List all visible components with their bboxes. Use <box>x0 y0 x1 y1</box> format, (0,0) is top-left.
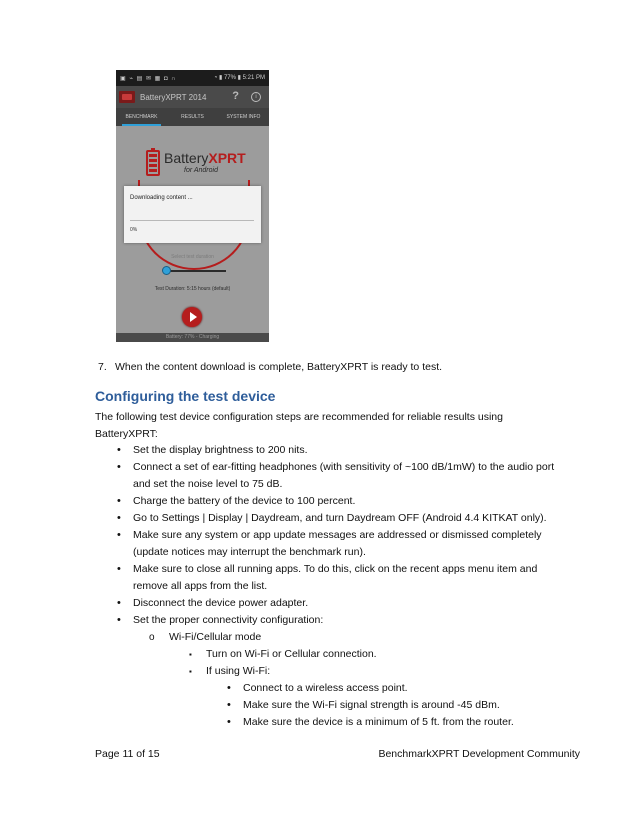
download-dialog <box>124 186 261 243</box>
list-item: • Connect to a wireless access point. <box>95 680 555 697</box>
app-screenshot <box>116 70 269 342</box>
start-test-button[interactable] <box>182 307 202 327</box>
brand-subtitle: for Android <box>184 167 218 174</box>
configuration-steps-list <box>95 442 555 731</box>
section-intro: The following test device configuration steps are recommended for reliable results using BatteryXPRT: <box>95 411 503 440</box>
list-item: • Set the proper connectivity configuration: <box>95 612 555 629</box>
tab-bar <box>116 108 269 126</box>
app-title: BatteryXPRT 2014 <box>140 92 207 102</box>
download-percent: 0% <box>130 227 138 233</box>
battery-status-footer: Battery: 77% - Charging <box>116 333 269 342</box>
list-item: • Connect a set of ear-fitting headphones (with sensitivity of ~100 dB/1mW) to the audio port and set the noise level to 75 dB. <box>95 459 555 493</box>
step-7 <box>98 361 442 373</box>
app-logo-icon <box>119 91 135 103</box>
dialog-title: Downloading content ... <box>130 195 193 201</box>
brand-name: BatteryXPRT <box>164 150 246 166</box>
battery-level: 77% <box>223 75 236 81</box>
action-bar <box>116 86 269 108</box>
section-heading: Configuring the test device <box>95 388 276 404</box>
tab-benchmark[interactable]: BENCHMARK <box>116 108 167 126</box>
list-item: • Go to Settings | Display | Daydream, and turn Daydream OFF (Android 4.4 KITKAT only). <box>95 510 555 527</box>
status-bar <box>116 70 269 86</box>
list-item: • Disconnect the device power adapter. <box>95 595 555 612</box>
download-progress-bar <box>130 220 254 221</box>
select-duration-label: Select test duration <box>171 254 214 260</box>
step-number: 7. <box>98 361 107 373</box>
list-item: • Make sure the Wi-Fi signal strength is around -45 dBm. <box>95 697 555 714</box>
list-item: ▪ Turn on Wi-Fi or Cellular connection. <box>95 646 555 663</box>
tab-system-info[interactable]: SYSTEM INFO <box>226 114 261 120</box>
page-number: Page 11 of 15 <box>95 748 160 760</box>
info-icon[interactable]: i <box>251 92 261 102</box>
signal-icon: ▮ <box>218 75 223 81</box>
tab-results[interactable]: RESULTS <box>181 114 204 120</box>
list-item: • Set the display brightness to 200 nits. <box>95 442 555 459</box>
list-item: • Make sure the device is a minimum of 5 ft. from the router. <box>95 714 555 731</box>
list-item: ▪ If using Wi-Fi: <box>95 663 555 680</box>
status-time: 5:21 PM <box>242 75 265 81</box>
duration-slider-knob[interactable] <box>162 266 171 275</box>
help-icon[interactable]: ? <box>232 90 239 102</box>
battery-logo-icon <box>146 150 160 176</box>
notification-icons: ▣ ⌁ ▤ ✉ ▦ ◘ ∩ <box>120 75 177 82</box>
list-item: o Wi-Fi/Cellular mode <box>95 629 555 646</box>
step-text: When the content download is complete, BatteryXPRT is ready to test. <box>115 361 443 373</box>
footer-community: BenchmarkXPRT Development Community <box>378 748 580 760</box>
list-item: • Charge the battery of the device to 100 percent. <box>95 493 555 510</box>
duration-slider-track[interactable] <box>166 270 226 272</box>
test-duration-label: Test Duration: 5:15 hours (default) <box>154 286 231 292</box>
list-item: • Make sure any system or app update messages are addressed or dismissed completely (update notices may interrupt the benchmark run). <box>95 527 555 561</box>
battery-icon: ▮ <box>237 75 241 81</box>
wifi-icon: ◔ <box>213 75 218 81</box>
list-item: • Make sure to close all running apps. To do this, click on the recent apps menu item and remove all apps from the list. <box>95 561 555 595</box>
